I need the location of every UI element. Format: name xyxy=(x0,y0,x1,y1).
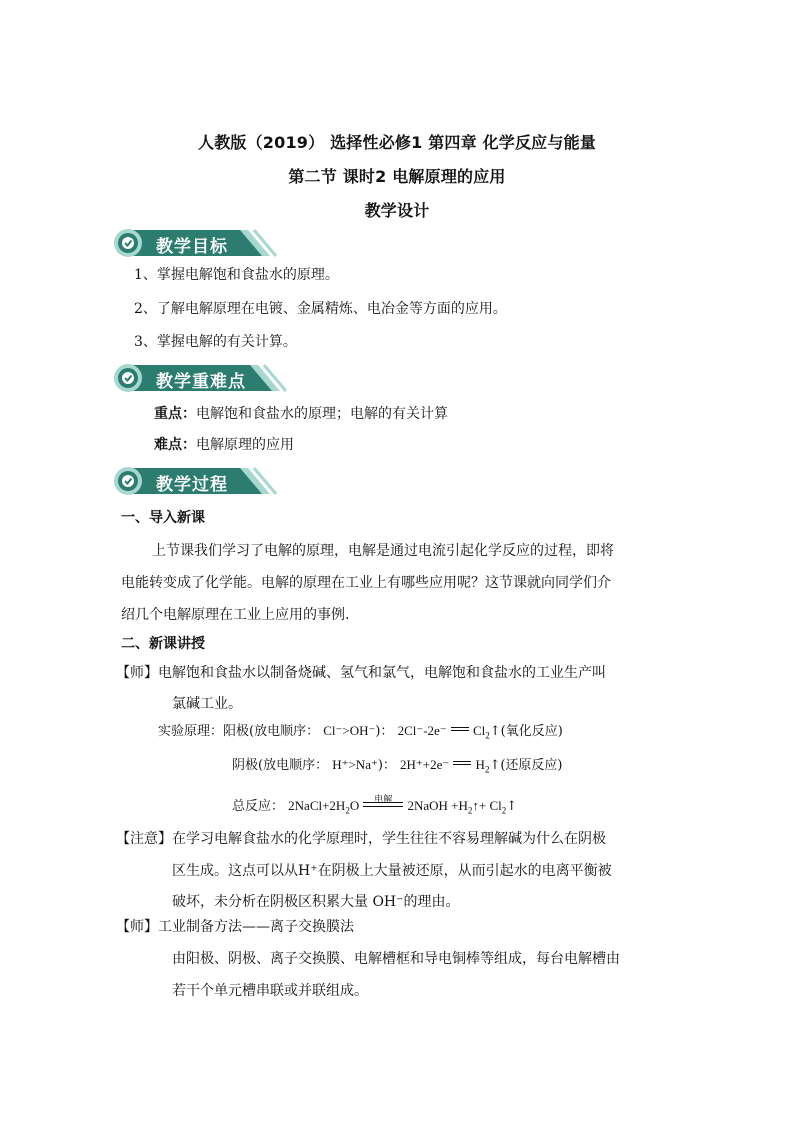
section-title-key: 教学重难点 xyxy=(156,372,246,392)
note-tag: 【注意】 xyxy=(116,831,172,847)
intro-paragraph-line2: 电能转变成了化学能。电解的原理在工业上有哪些应用呢？这节课就向同学们介 xyxy=(121,575,611,591)
gas-arrow: ↑ xyxy=(489,724,501,739)
total-products-b: ↑+ Cl xyxy=(472,798,502,813)
goal-item-2: 2、了解电解原理在电镀、金属精炼、电冶金等方面的应用。 xyxy=(134,301,507,317)
total-products-a: 2NaOH +H xyxy=(407,798,468,813)
cathode-note: (还原反应) xyxy=(500,758,563,773)
lecture-heading: 二、新课讲授 xyxy=(121,636,205,652)
teacher-para2-line1 xyxy=(116,917,354,937)
teacher-para2-line2: 由阳极、阴极、离子交换膜、电解槽框和导电铜棒等组成，每台电解槽由 xyxy=(172,951,620,967)
section-title-goals: 教学目标 xyxy=(156,237,228,257)
teacher-tag: 【师】 xyxy=(116,919,158,935)
equals-sign xyxy=(451,725,469,731)
cathode-eq-right: H xyxy=(475,757,485,772)
teacher-tag: 【师】 xyxy=(116,665,158,681)
cathode-eq-left: 2H⁺+2e⁻ xyxy=(400,757,450,772)
section-banner-goals xyxy=(112,227,278,259)
doc-title-line3: 教学设计 xyxy=(364,201,430,220)
cathode-prefix: 阴极(放电顺序： xyxy=(232,758,329,773)
total-reaction-line xyxy=(232,796,517,821)
total-reactants-o: O xyxy=(349,798,360,813)
teacher-para1-line1 xyxy=(116,663,606,683)
teacher-para2-line3: 若干个单元槽串联或并联组成。 xyxy=(172,983,368,999)
note-line2: 区生成。这点可以从H⁺在阴极上大量被还原，从而引起水的电离平衡被 xyxy=(172,863,612,879)
teacher-text: 电解饱和食盐水以制备烧碱、氢气和氯气，电解饱和食盐水的工业生产叫 xyxy=(158,665,606,681)
equals-sign xyxy=(453,759,471,765)
condition-label: 电解 xyxy=(374,795,393,805)
key-text: 电解饱和食盐水的原理；电解的有关计算 xyxy=(196,406,448,422)
section-banner-key xyxy=(112,362,288,394)
section-banner-process xyxy=(112,465,278,497)
note-line3: 破坏，未分析在阴极区积累大量 OH⁻的理由。 xyxy=(172,894,460,910)
total-prefix: 总反应： xyxy=(232,799,285,814)
subscript: 2 xyxy=(485,730,490,741)
difficulty-line xyxy=(154,435,294,455)
note-line1 xyxy=(116,829,606,849)
key-point-line xyxy=(154,404,448,424)
anode-order: Cl⁻>OH⁻ xyxy=(323,723,376,738)
anode-prefix: 实验原理：阳极(放电顺序： xyxy=(158,724,320,739)
anode-mid: )： xyxy=(375,724,394,739)
note-text: 在学习电解食盐水的化学原理时，学生往往不容易理解碱为什么在阴极 xyxy=(172,831,606,847)
intro-paragraph-line3: 绍几个电解原理在工业上应用的事例. xyxy=(121,607,350,623)
anode-eq-right: Cl xyxy=(472,723,486,738)
anode-note: (氧化反应) xyxy=(500,724,563,739)
total-reactants: 2NaCl+2H xyxy=(288,798,346,813)
key-label: 重点： xyxy=(154,406,196,422)
cathode-order: H⁺>Na⁺ xyxy=(332,757,378,772)
difficulty-text: 电解原理的应用 xyxy=(196,437,294,453)
cathode-equation-line xyxy=(232,755,563,780)
doc-title-line2: 第二节 课时2 电解原理的应用 xyxy=(288,167,506,186)
cathode-mid: )： xyxy=(377,758,396,773)
goal-item-1: 1、掌握电解饱和食盐水的原理。 xyxy=(134,267,339,283)
subscript: 2 xyxy=(467,805,473,816)
subscript: 2 xyxy=(484,764,490,775)
subscript: 2 xyxy=(501,805,507,816)
subscript: 2 xyxy=(345,805,350,816)
difficulty-label: 难点： xyxy=(154,437,196,453)
goal-item-3: 3、掌握电解的有关计算。 xyxy=(134,334,297,350)
gas-arrow: ↑ xyxy=(489,758,501,773)
anode-eq-left: 2Cl⁻-2e⁻ xyxy=(397,723,447,738)
teacher-para1-line2: 氯碱工业。 xyxy=(172,696,242,712)
electrolysis-condition xyxy=(363,795,403,810)
section-title-process: 教学过程 xyxy=(156,475,228,495)
gas-arrow: ↑ xyxy=(506,799,518,814)
teacher-text: 工业制备方法——离子交换膜法 xyxy=(158,919,354,935)
intro-paragraph-line1: 上节课我们学习了电解的原理，电解是通过电流引起化学反应的过程，即将 xyxy=(152,543,614,559)
doc-title-line1: 人教版（2019） 选择性必修1 第四章 化学反应与能量 xyxy=(198,133,596,152)
anode-equation-line xyxy=(158,721,563,746)
intro-heading: 一、导入新课 xyxy=(121,510,205,526)
